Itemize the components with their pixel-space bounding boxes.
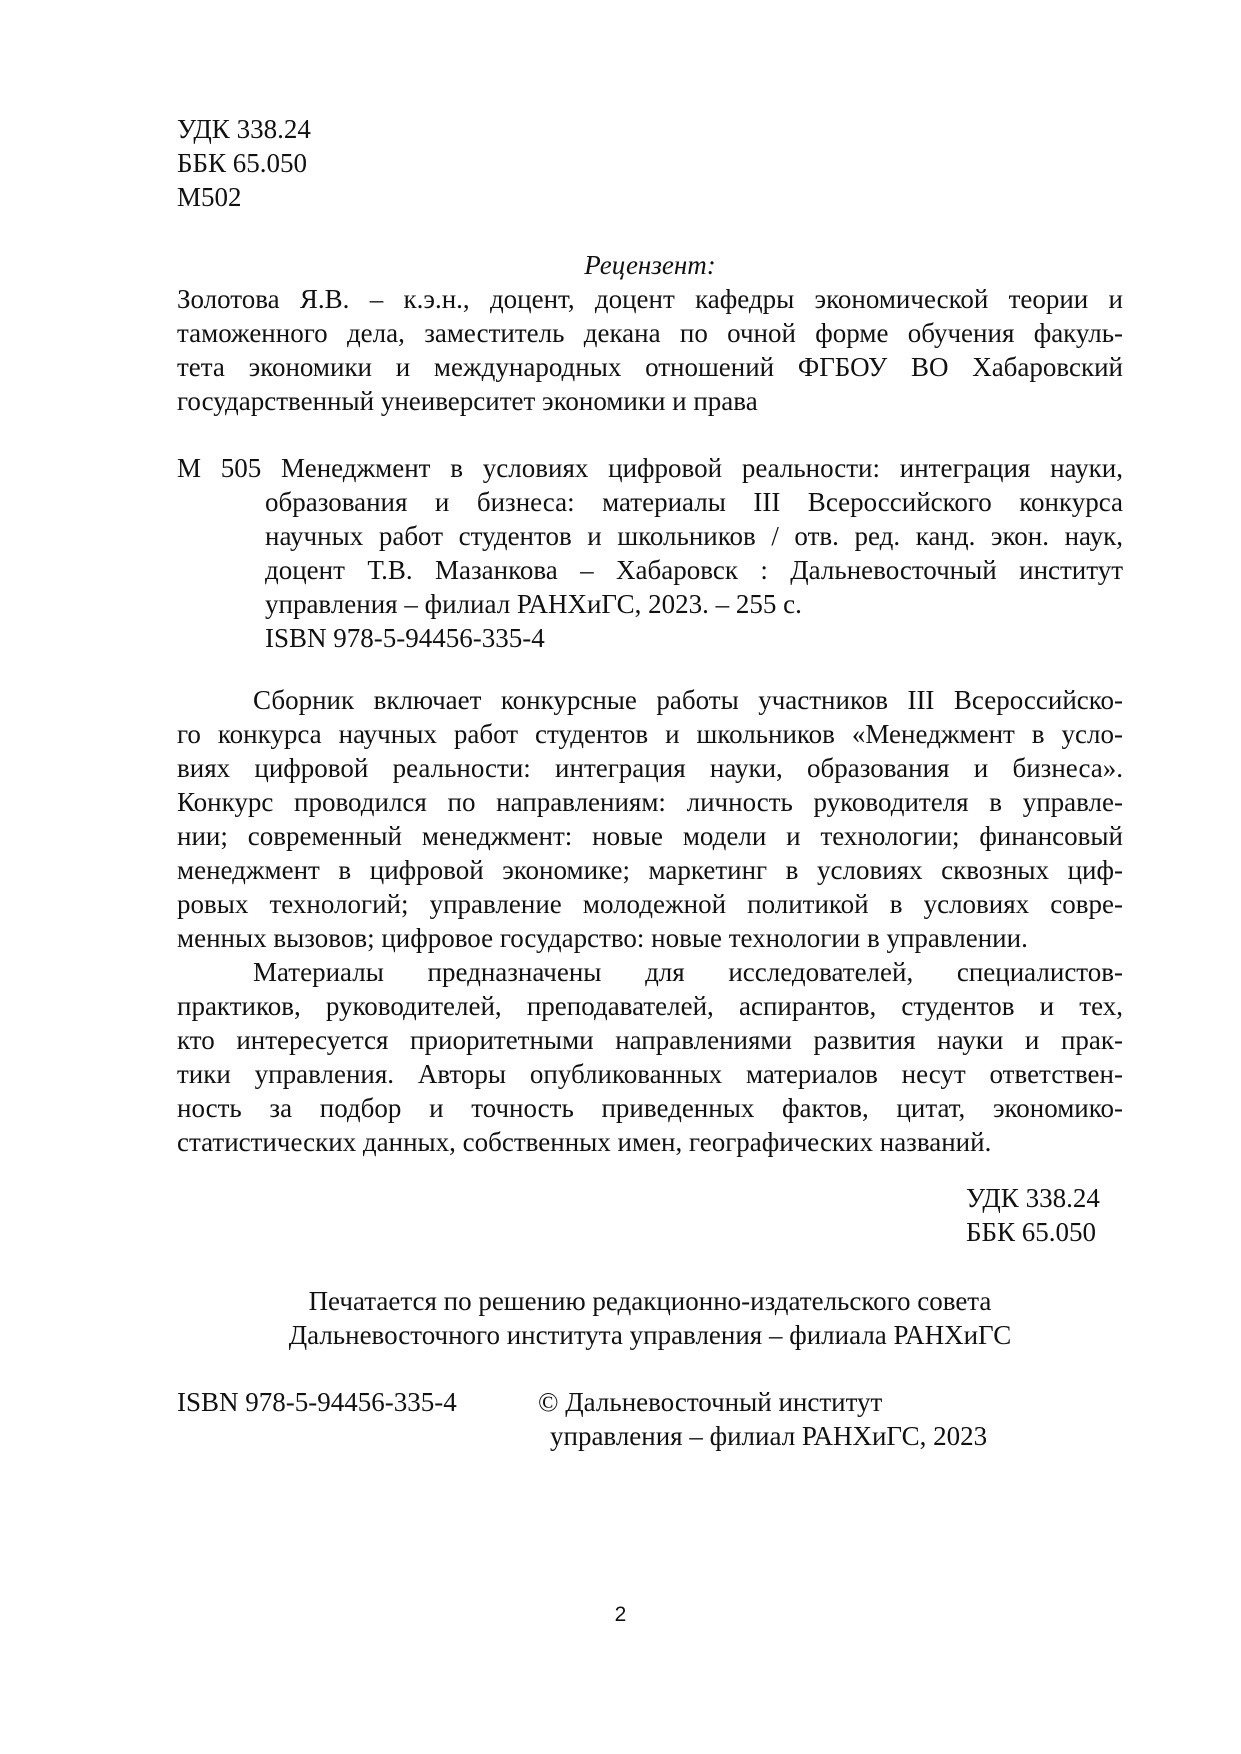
classification-block	[177, 112, 311, 214]
biblio-isbn: ISBN 978-5-94456-335-4	[265, 623, 545, 653]
abstract-line: Конкурс проводился по направлениям: личность руководителя в управле-	[177, 787, 1123, 817]
abstract-line: менных вызовов; цифровое государство: новые технологии в управлении.	[177, 923, 1028, 953]
print-decision-line: Дальневосточного института управления – филиала РАНХиГС	[288, 1320, 1012, 1350]
footer-isbn: ISBN 978-5-94456-335-4	[177, 1387, 457, 1417]
biblio-first-line: М 505 Менеджмент в условиях цифровой реальности: интеграция науки,	[177, 453, 1123, 483]
copyright-notice	[538, 1385, 987, 1453]
reviewer-line: Золотова Я.В. – к.э.н., доцент, доцент кафедры экономической теории и	[177, 284, 1123, 314]
udk-code: УДК 338.24	[177, 114, 311, 144]
print-decision	[177, 1284, 1123, 1352]
abstract-line: практиков, руководителей, преподавателей, аспирантов, студентов и тех,	[177, 991, 1123, 1021]
abstract-line: менеджмент в цифровой экономике; маркетинг в условиях сквозных циф-	[177, 855, 1123, 885]
biblio-line: образования и бизнеса: материалы III Всероссийского конкурса	[265, 487, 1123, 517]
abstract-line: Материалы предназначены для исследователей, специалистов-	[253, 957, 1123, 987]
reviewer-line: государственный унеиверситет экономики и права	[177, 386, 758, 416]
abstract-line: тики управления. Авторы опубликованных материалов несут ответствен-	[177, 1059, 1123, 1089]
abstract-line: кто интересуется приоритетными направлениями развития науки и прак-	[177, 1025, 1123, 1055]
biblio-continuation	[265, 485, 1123, 655]
abstract-line: ровых технологий; управление молодежной политикой в условиях совре-	[177, 889, 1123, 919]
bibliographic-record	[177, 451, 1123, 655]
reviewer-line: таможенного дела, заместитель декана по очной форме обучения факуль-	[177, 318, 1123, 348]
udk-code-bottom: УДК 338.24	[966, 1183, 1100, 1213]
abstract-line: виях цифровой реальности: интеграция науки, образования и бизнеса».	[177, 753, 1123, 783]
reviewer-line: тета экономики и международных отношений ФГБОУ ВО Хабаровский	[177, 352, 1123, 382]
reviewer-info	[177, 282, 1123, 418]
abstract-line: нии; современный менеджмент: новые модели и технологии; финансовый	[177, 821, 1123, 851]
abstract-line: го конкурса научных работ студентов и школьников «Менеджмент в усло-	[177, 719, 1123, 749]
abstract-line: статистических данных, собственных имен, географических названий.	[177, 1127, 992, 1157]
page-number: 2	[614, 1603, 627, 1626]
abstract	[177, 683, 1123, 1159]
abstract-line: ность за подбор и точность приведенных фактов, цитат, экономико-	[177, 1093, 1123, 1123]
classification-bottom	[966, 1181, 1100, 1249]
copyright-line: © Дальневосточный институт	[538, 1387, 883, 1417]
abstract-line: Сборник включает конкурсные работы участников III Всероссийско-	[253, 685, 1123, 715]
biblio-line: доцент Т.В. Мазанкова – Хабаровск : Дальневосточный институт	[265, 555, 1123, 585]
biblio-line: управления – филиал РАНХиГС, 2023. – 255 с.	[265, 589, 802, 619]
reviewer-heading: Рецензент:	[584, 250, 716, 280]
bbk-code: ББК 65.050	[177, 148, 308, 178]
print-decision-line: Печатается по решению редакционно-издательского совета	[308, 1286, 992, 1316]
bbk-code-bottom: ББК 65.050	[966, 1217, 1097, 1247]
author-mark: М502	[177, 182, 242, 212]
biblio-line: научных работ студентов и школьников / отв. ред. канд. экон. наук,	[265, 521, 1123, 551]
copyright-line: управления – филиал РАНХиГС, 2023	[550, 1421, 988, 1451]
